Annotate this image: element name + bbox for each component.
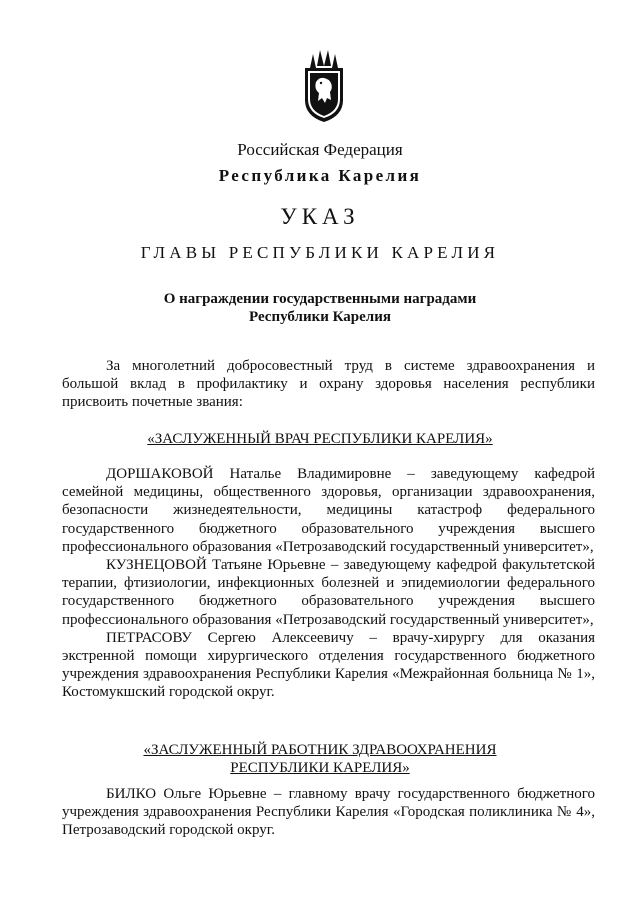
subject-line-1: О награждении государственными наградами: [163, 291, 477, 307]
section-2-title: [0, 741, 640, 777]
intro-paragraph: За многолетний добросовестный труд в системе здравоохранения и большой вклад в профилактику и охрану здоровья населения республики присвоить почетные звания:: [62, 358, 595, 411]
award-entry: БИЛКО Ольге Юрьевне – главному врачу государственного бюджетного учреждения здравоохранения Республики Карелия «Городская поликлиника № 4», Петрозаводский городской округ.: [62, 786, 595, 839]
section-1-title: [0, 430, 640, 448]
document-subject: [0, 290, 640, 326]
section-2-entries: [62, 785, 595, 840]
section-1-title-text: «ЗАСЛУЖЕННЫЙ ВРАЧ РЕСПУБЛИКИ КАРЕЛИЯ»: [147, 431, 493, 447]
section-2-title-line-1: «ЗАСЛУЖЕННЫЙ РАБОТНИК ЗДРАВООХРАНЕНИЯ: [143, 742, 497, 758]
country-name: Российская Федерация: [237, 140, 403, 159]
section-1-entries: [62, 465, 595, 702]
republic-name: Республика Карелия: [218, 166, 422, 185]
award-entry: КУЗНЕЦОВОЙ Татьяне Юрьевне – заведующему кафедрой факультетской терапии, фтизиологии, инфекционных болезней и эпидемиологии федерального государственного бюджетного образовательного учреждения высшего профессионального образования «Петрозаводский государственный университет»,: [62, 557, 595, 628]
award-entry: ДОРШАКОВОЙ Наталье Владимировне – заведующему кафедрой семейной медицины, общественного здоровья, организации здравоохранения, безопасности жизнедеятельности, медицины катастроф федерального государственного бюджетного образовательного учреждения высшего профессионального образования «Петрозаводский государственный университет»,: [62, 466, 595, 555]
karelia-coat-of-arms-icon: [300, 48, 348, 124]
section-2-title-line-2: РЕСПУБЛИКИ КАРЕЛИЯ»: [230, 760, 410, 776]
issuer-title: ГЛАВЫ РЕСПУБЛИКИ КАРЕЛИЯ: [140, 243, 500, 262]
document-type: УКАЗ: [280, 204, 360, 229]
award-entry: ПЕТРАСОВУ Сергею Алексеевичу – врачу-хирургу для оказания экстренной помощи хирургического отделения государственного бюджетного учреждения здравоохранения Республики Карелия «Межрайонная больница № 1», Костомукшский городской округ.: [62, 629, 595, 701]
subject-line-2: Республики Карелия: [249, 309, 391, 325]
